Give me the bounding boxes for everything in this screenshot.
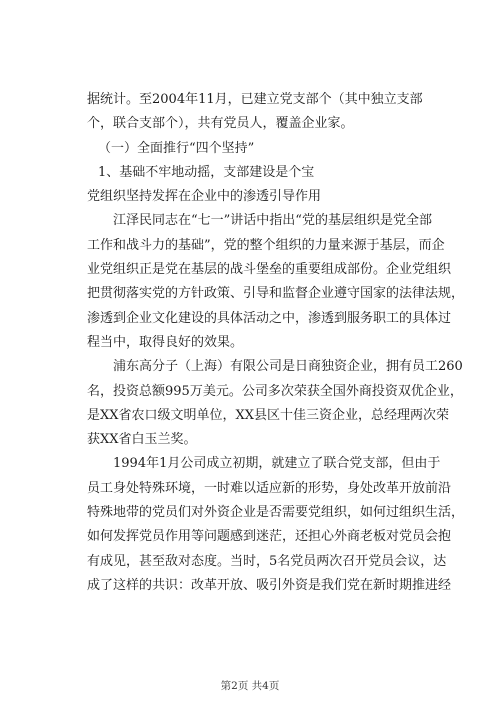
- text-line: 据统计。至2004年11月，已建立党支部个（其中独立支部: [87, 92, 423, 107]
- text-line: 浦东高分子（上海）有限公司是日商独资企业，拥有员工260: [113, 359, 463, 375]
- text-line: 获XX省白玉兰奖。: [87, 432, 197, 448]
- text-line: 是XX省农口级文明单位，XX县区十佳三资企业，总经理两次荣: [87, 407, 450, 423]
- text-line: 1994年1月公司成立初期，就建立了联合党支部，但由于: [113, 456, 441, 472]
- text-line: 程当中，取得良好的效果。: [87, 334, 244, 350]
- text-line: 渗透到企业文化建设的具体活动之中，渗透到服务职工的具体过: [87, 310, 452, 326]
- text-line: 如何发挥党员作用等问题感到迷茫，还担心外商老板对党员会抱: [87, 529, 452, 545]
- page-number-footer: 第2页 共4页: [220, 680, 280, 692]
- text-line: 成了这样的共识：改革开放、吸引外资是我们党在新时期推进经: [87, 577, 452, 593]
- text-line: 特殊地带的党员们对外资企业是否需要党组织，如何过组织生活，: [87, 505, 465, 521]
- text-line: 员工身处特殊环境，一时难以适应新的形势，身处改革开放前沿: [87, 480, 452, 496]
- text-line: 工作和战斗力的基础”，党的整个组织的力量来源于基层，而企: [87, 237, 445, 253]
- document-body: [87, 88, 465, 598]
- text-line: 业党组织正是党在基层的战斗堡垒的重要组成部份。企业党组织: [87, 262, 452, 278]
- text-line: 把贯彻落实党的方针政策、引导和监督企业遵守国家的法律法规，: [87, 286, 465, 302]
- subsection-heading: 1、基础不牢地动摇，支部建设是个宝: [98, 164, 315, 180]
- text-line: 江泽民同志在“七一”讲话中指出“党的基层组织是党全部: [113, 213, 432, 229]
- text-line: 个，联合支部个），共有党员人，覆盖企业家。: [87, 116, 354, 132]
- text-line: 有成见，甚至敌对态度。当时，5名党员两次召开党员会议，达: [87, 553, 447, 569]
- text-line: 名，投资总额995万美元。公司多次荣获全国外商投资双优企业，: [87, 383, 463, 399]
- subsection-subheading: 党组织坚持发挥在企业中的渗透引导作用: [87, 189, 322, 205]
- section-heading: （一）全面推行“四个坚持”: [98, 140, 255, 156]
